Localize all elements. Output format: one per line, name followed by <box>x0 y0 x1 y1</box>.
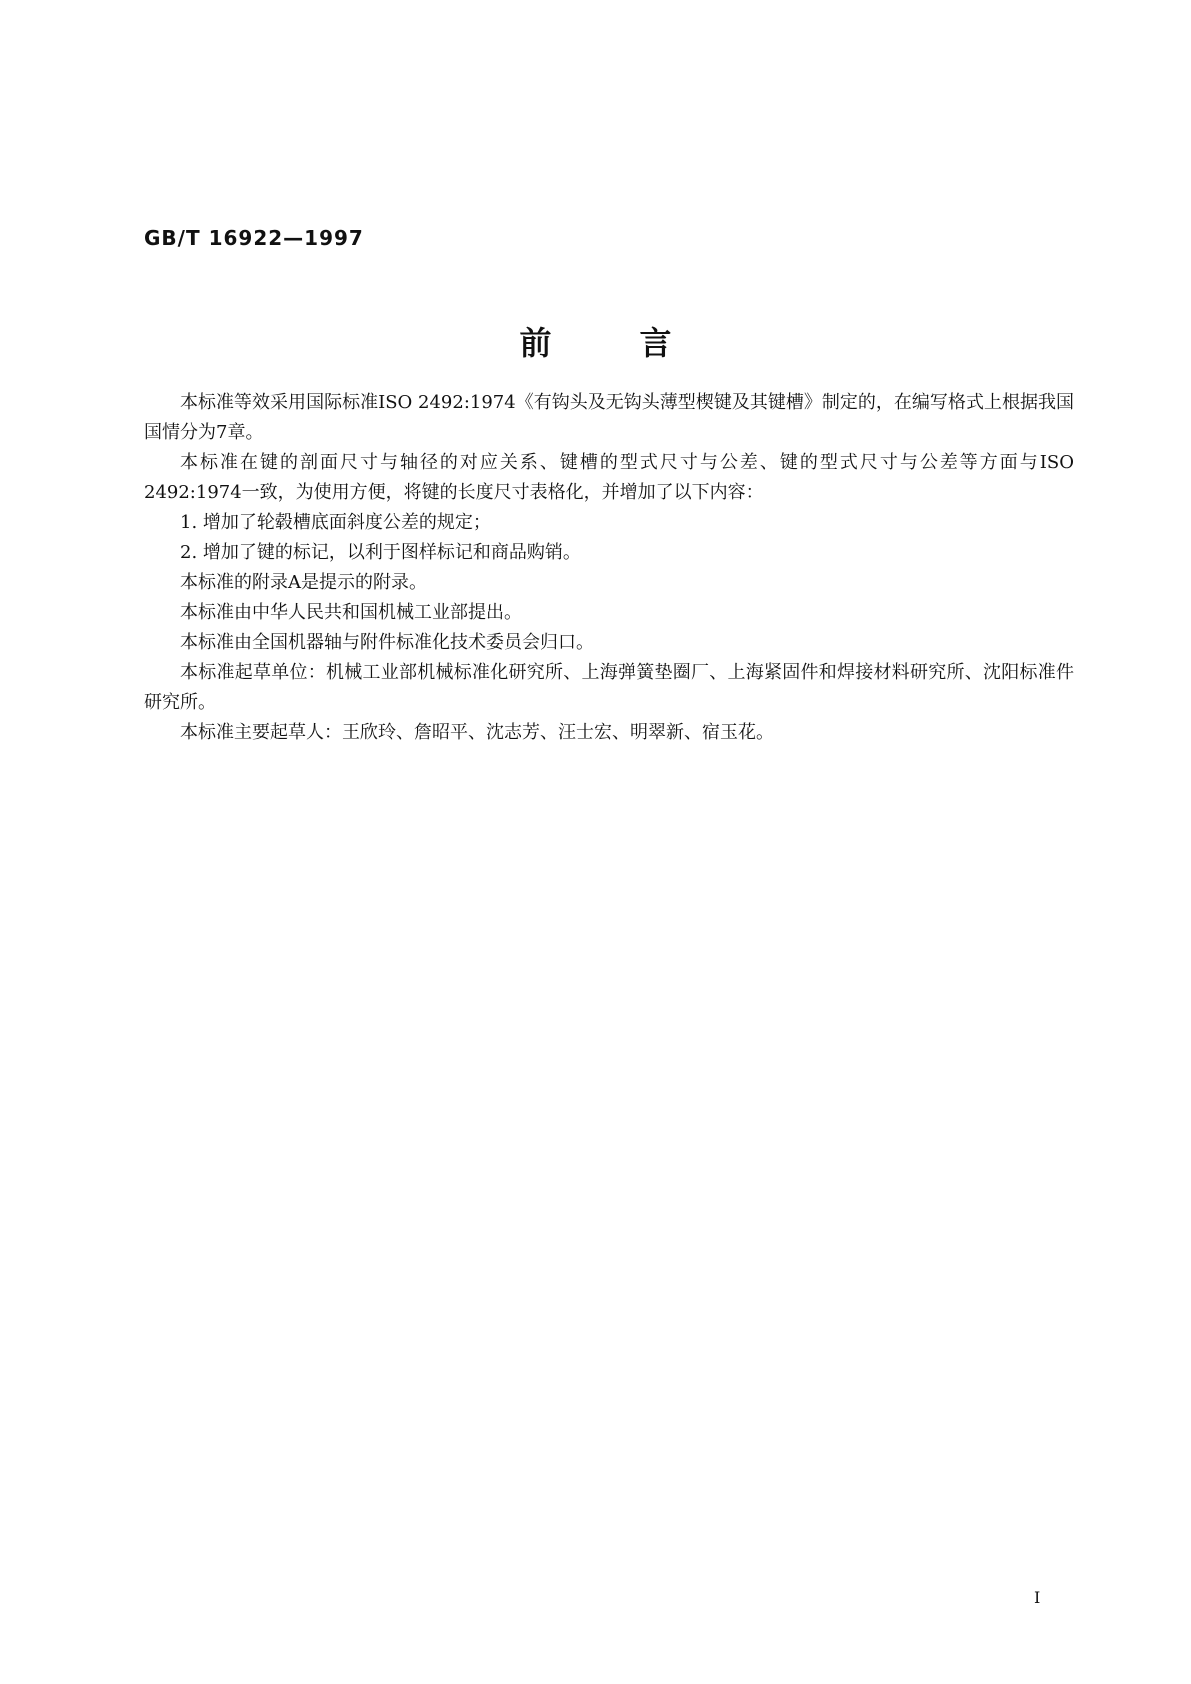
standard-code: GB/T 16922—1997 <box>144 226 364 250</box>
paragraph-centralized: 本标准由全国机器轴与附件标准化技术委员会归口。 <box>180 632 594 653</box>
page-number: I <box>1034 1588 1041 1607</box>
foreword-body <box>144 388 1074 748</box>
paragraph-consistency: 本标准在键的剖面尺寸与轴径的对应关系、键槽的型式尺寸与公差、键的型式尺寸与公差等方面与ISO 2492:1974一致，为使用方便，将键的长度尺寸表格化，并增加了以下内容： <box>144 452 1074 503</box>
paragraph-drafting-units: 本标准起草单位：机械工业部机械标准化研究所、上海弹簧垫圈厂、上海紧固件和焊接材料研究所、沈阳标准件研究所。 <box>144 662 1074 713</box>
page-title: 前言 <box>519 324 760 362</box>
paragraph-adoption: 本标准等效采用国际标准ISO 2492:1974《有钩头及无钩头薄型楔键及其键槽》制定的，在编写格式上根据我国国情分为7章。 <box>144 392 1074 443</box>
list-item: 1. 增加了轮毂槽底面斜度公差的规定； <box>180 512 491 533</box>
paragraph-proposer: 本标准由中华人民共和国机械工业部提出。 <box>180 602 522 623</box>
paragraph-appendix: 本标准的附录A是提示的附录。 <box>180 572 427 593</box>
list-item: 2. 增加了键的标记，以利于图样标记和商品购销。 <box>180 542 581 563</box>
paragraph-drafters: 本标准主要起草人：王欣玲、詹昭平、沈志芳、汪士宏、明翠新、宿玉花。 <box>180 722 774 743</box>
